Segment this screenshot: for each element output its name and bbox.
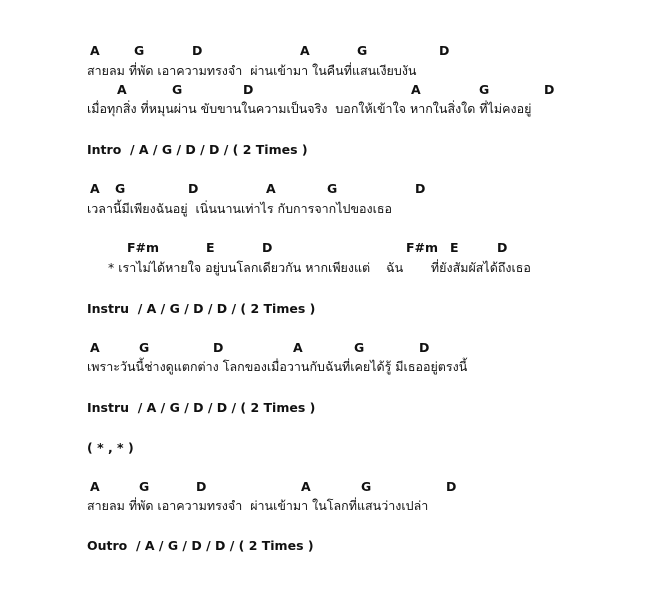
chord: D [497, 240, 508, 255]
chord: D [419, 340, 430, 355]
chord: D [439, 43, 450, 58]
chord-line [0, 181, 670, 197]
instru-line: Instru / A / G / D / D / ( 2 Times ) [87, 400, 316, 415]
lyric-line: * เราไม่ได้หายใจ อยู่บนโลกเดียวกัน หากเพียงแต่ ฉัน ที่ยังสัมผัสได้ถึงเธอ [108, 260, 531, 275]
chord: G [354, 340, 365, 355]
chord-line [0, 479, 670, 495]
chord: F#m [406, 240, 439, 255]
chord: D [192, 43, 203, 58]
intro-line: Intro / A / G / D / D / ( 2 Times ) [87, 142, 308, 157]
chord: D [446, 479, 457, 494]
chord: D [544, 82, 555, 97]
chord: A [90, 479, 100, 494]
instru-line: Instru / A / G / D / D / ( 2 Times ) [87, 301, 316, 316]
outro-line: Outro / A / G / D / D / ( 2 Times ) [87, 538, 314, 553]
chord: G [327, 181, 338, 196]
chord: G [172, 82, 183, 97]
chord: E [450, 240, 459, 255]
chord: G [139, 340, 150, 355]
lyric-line: สายลม ที่พัด เอาความทรงจำ ผ่านเข้ามา ในคืนที่แสนเงียบงัน [87, 63, 417, 78]
lyric-line: เวลานี้มีเพียงฉันอยู่ เนิ่นนานเท่าไร กับการจากไปของเธอ [87, 201, 393, 216]
chord: A [117, 82, 127, 97]
chord: A [90, 43, 100, 58]
chord: G [479, 82, 490, 97]
chord: G [361, 479, 372, 494]
chord-line [0, 43, 670, 59]
chord: A [411, 82, 421, 97]
chord: G [134, 43, 145, 58]
lyric-line: สายลม ที่พัด เอาความทรงจำ ผ่านเข้ามา ในโลกที่แสนว่างเปล่า [87, 498, 429, 513]
chord-line [0, 82, 670, 98]
chord: F#m [127, 240, 160, 255]
chord: A [293, 340, 303, 355]
chord: G [115, 181, 126, 196]
chord: A [90, 340, 100, 355]
chord: E [206, 240, 215, 255]
chord: A [90, 181, 100, 196]
repeat-marker: ( * , * ) [87, 440, 134, 455]
chord: G [139, 479, 150, 494]
chord: A [300, 43, 310, 58]
chord: D [196, 479, 207, 494]
chord: G [357, 43, 368, 58]
chord: D [213, 340, 224, 355]
lyric-line: เมื่อทุกสิ่ง ที่หมุนผ่าน ขับขานในความเป็นจริง บอกให้เข้าใจ หากในสิ่งใด ที่ไม่คงอยู่ [87, 101, 532, 116]
chord: D [415, 181, 426, 196]
chord: A [301, 479, 311, 494]
lyric-line: เพราะวันนี้ช่างดูแตกต่าง โลกของเมื่อวานกับฉันที่เคยได้รู้ มีเธออยู่ตรงนี้ [87, 359, 468, 374]
chord: D [243, 82, 254, 97]
chord-line [0, 340, 670, 356]
chord: D [188, 181, 199, 196]
chord-line [0, 240, 670, 256]
chord: A [266, 181, 276, 196]
chord: D [262, 240, 273, 255]
